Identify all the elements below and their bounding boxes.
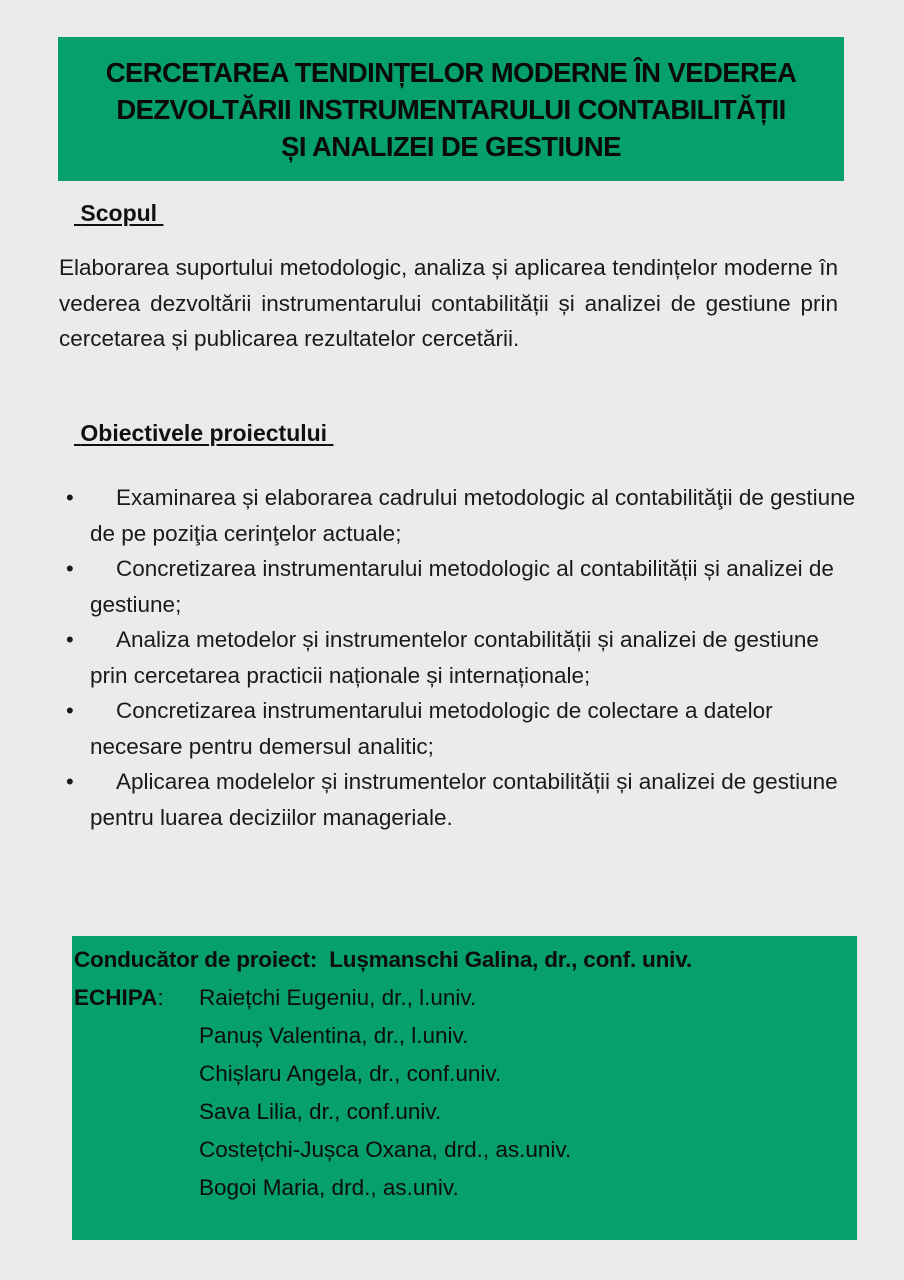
leader-label: Conducător de proiect:	[74, 947, 318, 972]
team-member: Sava Lilia, dr., conf.univ.	[199, 1099, 442, 1124]
team-member: Costețchi-Jușca Oxana, drd., as.univ.	[199, 1137, 572, 1162]
page-title	[106, 54, 796, 165]
title-line-3: ȘI ANALIZEI DE GESTIUNE	[281, 130, 621, 162]
bullet-icon: •	[66, 556, 74, 581]
objectives-list	[60, 480, 860, 835]
title-line-1: CERCETAREA TENDINȚELOR MODERNE ÎN VEDEREA	[105, 56, 797, 88]
title-banner	[58, 37, 844, 181]
team-panel	[72, 936, 857, 1240]
list-item: • Concretizarea instrumentarului metodologic al contabilității și analizei de gestiune;	[60, 551, 860, 622]
title-line-2: DEZVOLTĂRII INSTRUMENTARULUI CONTABILITĂȚII	[116, 93, 786, 125]
list-item: • Concretizarea instrumentarului metodologic de colectare a datelor necesare pentru demersul analitic;	[60, 693, 860, 764]
team-member: Chișlaru Angela, dr., conf.univ.	[199, 1061, 502, 1086]
team-label: ECHIPA:	[74, 985, 164, 1010]
scope-text: Elaborarea suportului metodologic, analiza și aplicarea tendințelor moderne în vederea dezvoltării instrumentarului contabilității și analizei de gestiune prin cercetarea și publicarea rezultatelor cercetării.	[59, 255, 838, 351]
list-item: • Examinarea și elaborarea cadrului metodologic al contabilităţii de gestiune de pe poziţia cerinţelor actuale;	[60, 480, 860, 551]
leader-name: Lușmanschi Galina, dr., conf. univ.	[329, 947, 692, 972]
scope-heading: Scopul	[80, 200, 158, 226]
bullet-icon: •	[66, 485, 74, 510]
bullet-icon: •	[66, 769, 74, 794]
bullet-icon: •	[66, 627, 74, 652]
team-member: Bogoi Maria, drd., as.univ.	[199, 1175, 459, 1200]
list-item: • Analiza metodelor și instrumentelor contabilității și analizei de gestiune prin cercetarea practicii naționale și internaționale;	[60, 622, 860, 693]
objectives-heading: Obiectivele proiectului	[80, 420, 328, 446]
project-leader	[74, 941, 692, 979]
list-item: • Aplicarea modelelor și instrumentelor contabilității și analizei de gestiune pentru luarea deciziilor manageriale.	[60, 764, 860, 835]
team-member: Raiețchi Eugeniu, dr., l.univ.	[199, 985, 477, 1010]
team-members	[199, 979, 571, 1207]
bullet-icon: •	[66, 698, 74, 723]
team-member: Panuș Valentina, dr., l.univ.	[199, 1023, 469, 1048]
